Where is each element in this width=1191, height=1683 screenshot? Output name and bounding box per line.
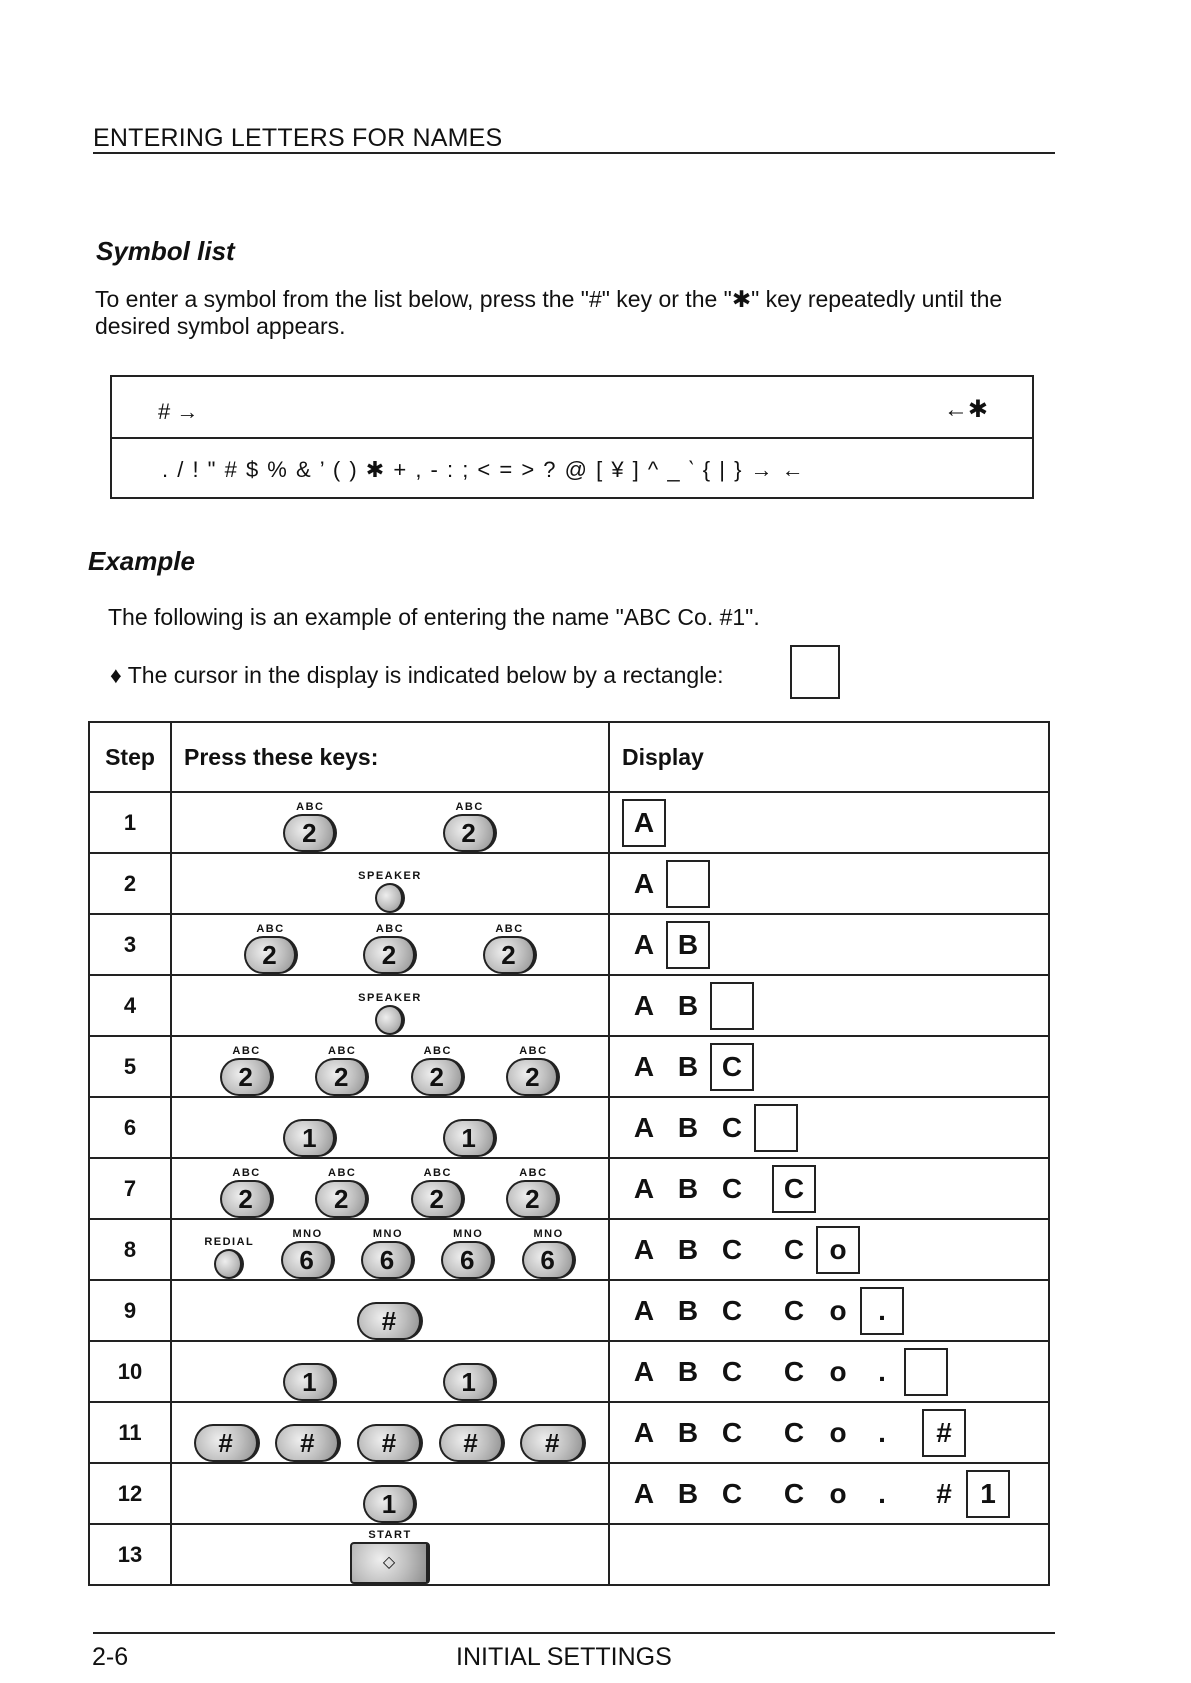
- step-number: 2: [89, 853, 171, 914]
- footer-title: INITIAL SETTINGS: [456, 1643, 672, 1671]
- symbol-list-box: [110, 375, 1034, 499]
- step-number: 11: [89, 1402, 171, 1463]
- display-cell: [609, 914, 1049, 975]
- display-cell: [609, 1280, 1049, 1341]
- key-label: ABC: [328, 1167, 357, 1179]
- keypad-key-illustration: [439, 1411, 505, 1462]
- hash-key-direction: # →: [158, 399, 199, 424]
- table-row: [89, 1463, 1049, 1524]
- keys-cell: [171, 1524, 609, 1585]
- keys-cell: [171, 914, 609, 975]
- keys-cell: [171, 1158, 609, 1219]
- display-char: A: [633, 1172, 655, 1204]
- display-char: A: [633, 989, 655, 1021]
- display-cursor: 1: [966, 1470, 1010, 1518]
- keypad-key-illustration: [220, 1167, 274, 1218]
- display-char: C: [783, 1233, 805, 1265]
- keypad-key-illustration: [363, 1472, 417, 1523]
- display-cursor: C: [710, 1043, 754, 1091]
- step-number: 12: [89, 1463, 171, 1524]
- step-number: 5: [89, 1036, 171, 1097]
- key-label: ABC: [495, 923, 524, 935]
- display-char: B: [677, 1294, 699, 1326]
- display-cell: [609, 1402, 1049, 1463]
- key-face: 6: [522, 1241, 576, 1279]
- display-char: B: [677, 1477, 699, 1509]
- display-cursor: .: [860, 1287, 904, 1335]
- key-label: REDIAL: [204, 1236, 255, 1248]
- step-number: 1: [89, 792, 171, 853]
- key-label: ABC: [296, 801, 325, 813]
- key-label: SPEAKER: [358, 870, 422, 882]
- keypad-key-illustration: [520, 1411, 586, 1462]
- key-label: MNO: [292, 1228, 323, 1240]
- display-cell: [609, 1036, 1049, 1097]
- key-face: 2: [220, 1180, 274, 1218]
- table-row: [89, 1158, 1049, 1219]
- key-label: MNO: [372, 1228, 404, 1240]
- display-cursor: B: [666, 921, 710, 969]
- table-row: [89, 1524, 1049, 1585]
- display-cursor: C: [772, 1165, 816, 1213]
- display-char: C: [721, 1477, 743, 1509]
- table-row: [89, 1402, 1049, 1463]
- keypad-key-illustration: [411, 1167, 465, 1218]
- display-char: A: [633, 1294, 655, 1326]
- key-face: #: [357, 1302, 423, 1340]
- display-char: o: [829, 1355, 847, 1387]
- key-label: START: [368, 1529, 412, 1541]
- display-char: C: [721, 1172, 743, 1204]
- display-char: o: [829, 1477, 847, 1509]
- display-char: #: [936, 1477, 952, 1509]
- keypad-key-illustration: [357, 1289, 423, 1340]
- keys-cell: [171, 975, 609, 1036]
- keys-cell: [171, 1402, 609, 1463]
- key-face: 2: [411, 1058, 465, 1096]
- display-cell: [609, 1341, 1049, 1402]
- key-face: #: [194, 1424, 260, 1462]
- step-number: 3: [89, 914, 171, 975]
- key-label: ABC: [375, 923, 405, 935]
- step-number: 9: [89, 1280, 171, 1341]
- display-char: o: [829, 1416, 847, 1448]
- key-label: MNO: [453, 1228, 484, 1240]
- display-char: B: [677, 1172, 699, 1204]
- keys-cell: [171, 1463, 609, 1524]
- example-heading: Example: [88, 546, 195, 576]
- display-cell: [609, 1219, 1049, 1280]
- key-face: 1: [283, 1363, 337, 1401]
- display-cursor: [754, 1104, 798, 1152]
- display-char: C: [783, 1477, 805, 1509]
- symbol-list-intro: To enter a symbol from the list below, press the "#" key or the "✱" key repeatedly until the desired symbol appears.: [95, 286, 1003, 339]
- display-char: A: [633, 1355, 655, 1387]
- footer-rule: [93, 1632, 1055, 1634]
- key-label: ABC: [328, 1045, 357, 1057]
- display-char: C: [783, 1416, 805, 1448]
- key-face: 1: [443, 1363, 497, 1401]
- display-char: B: [677, 1416, 699, 1448]
- display-cursor: [666, 860, 710, 908]
- start-key-icon: ◇: [350, 1542, 430, 1584]
- symbol-direction-row: [112, 377, 1032, 439]
- key-face: 2: [315, 1058, 369, 1096]
- display-char: o: [829, 1294, 847, 1326]
- key-face: 2: [363, 936, 417, 974]
- round-key-icon: [214, 1249, 244, 1279]
- key-face: 6: [441, 1241, 495, 1279]
- page-number: 2-6: [92, 1643, 129, 1671]
- key-face: #: [439, 1424, 505, 1462]
- keypad-key-illustration: [357, 1411, 423, 1462]
- key-face: #: [357, 1424, 423, 1462]
- display-char: A: [633, 1416, 655, 1448]
- key-face: 2: [220, 1058, 274, 1096]
- key-face: 2: [483, 936, 537, 974]
- key-face: 2: [411, 1180, 465, 1218]
- step-number: 10: [89, 1341, 171, 1402]
- keypad-key-illustration: [220, 1045, 274, 1096]
- display-char: .: [878, 1355, 886, 1387]
- keypad-key-illustration: [443, 1106, 497, 1157]
- cursor-note-text: The cursor in the display is indicated below by a rectangle:: [127, 662, 724, 688]
- keypad-key-illustration: [281, 1228, 335, 1279]
- keypad-key-illustration: [483, 923, 537, 974]
- step-number: 4: [89, 975, 171, 1036]
- keypad-key-illustration: [204, 1236, 254, 1279]
- cursor-note: [110, 662, 724, 689]
- step-number: 13: [89, 1524, 171, 1585]
- display-cell: [609, 1524, 1049, 1585]
- display-char: A: [633, 1111, 655, 1143]
- display-cursor: o: [816, 1226, 860, 1274]
- table-row: [89, 792, 1049, 853]
- display-char: A: [633, 928, 655, 960]
- key-face: #: [275, 1424, 341, 1462]
- display-char: C: [783, 1355, 805, 1387]
- keypad-key-illustration: [283, 1350, 337, 1401]
- keypad-key-illustration: [358, 870, 422, 913]
- cursor-rectangle-sample: [790, 645, 840, 699]
- display-char: A: [633, 1477, 655, 1509]
- display-char: B: [677, 1050, 699, 1082]
- keypad-key-illustration: [194, 1411, 260, 1462]
- key-face: 1: [283, 1119, 337, 1157]
- display-cursor: [710, 982, 754, 1030]
- display-cell: [609, 1158, 1049, 1219]
- keypad-key-illustration: [411, 1045, 465, 1096]
- table-body: [89, 792, 1049, 1585]
- display-char: B: [677, 1233, 699, 1265]
- key-face: 2: [506, 1180, 560, 1218]
- key-label: ABC: [519, 1045, 548, 1057]
- key-label: ABC: [232, 1045, 261, 1057]
- key-face: 1: [443, 1119, 497, 1157]
- step-number: 7: [89, 1158, 171, 1219]
- key-label: ABC: [256, 923, 285, 935]
- display-char: C: [721, 1355, 743, 1387]
- display-char: C: [721, 1294, 743, 1326]
- key-label: SPEAKER: [358, 992, 422, 1004]
- keys-cell: [171, 1219, 609, 1280]
- example-intro: The following is an example of entering the name "ABC Co. #1".: [108, 604, 760, 630]
- keys-cell: [171, 1341, 609, 1402]
- keypad-key-illustration: [315, 1167, 369, 1218]
- display-char: A: [633, 1050, 655, 1082]
- display-cell: [609, 1463, 1049, 1524]
- keys-cell: [171, 792, 609, 853]
- keypad-key-illustration: [315, 1045, 369, 1096]
- display-cell: [609, 792, 1049, 853]
- display-char: B: [677, 989, 699, 1021]
- display-char: C: [783, 1294, 805, 1326]
- table-row: [89, 1097, 1049, 1158]
- display-char: B: [677, 1111, 699, 1143]
- key-face: #: [520, 1424, 586, 1462]
- table-row: [89, 853, 1049, 914]
- keypad-key-illustration: [350, 1529, 430, 1584]
- display-char: B: [677, 1355, 699, 1387]
- key-face: 6: [281, 1241, 335, 1279]
- table-row: [89, 1219, 1049, 1280]
- display-char: .: [878, 1477, 886, 1509]
- symbol-sequence: . / ! " # $ % & ’ ( ) ✱ + , - : ; < = > ? @ [ ¥ ] ^ _ ‵ { | } → ←: [162, 457, 806, 482]
- display-char: .: [878, 1416, 886, 1448]
- table-header-row: [89, 722, 1049, 792]
- keypad-key-illustration: [283, 1106, 337, 1157]
- keys-cell: [171, 1280, 609, 1341]
- keys-cell: [171, 853, 609, 914]
- display-cell: [609, 1097, 1049, 1158]
- key-face: 2: [283, 814, 337, 852]
- key-face: 2: [506, 1058, 560, 1096]
- keys-cell: [171, 1097, 609, 1158]
- key-face: 2: [244, 936, 298, 974]
- keypad-key-illustration: [441, 1228, 495, 1279]
- keypad-key-illustration: [363, 923, 417, 974]
- keypad-key-illustration: [244, 923, 298, 974]
- keypad-key-illustration: [443, 801, 497, 852]
- table-row: [89, 914, 1049, 975]
- keypad-key-illustration: [361, 1228, 415, 1279]
- key-label: ABC: [423, 1045, 452, 1057]
- display-char: C: [721, 1416, 743, 1448]
- keypad-key-illustration: [506, 1045, 560, 1096]
- key-label: ABC: [455, 801, 484, 813]
- display-cell: [609, 853, 1049, 914]
- key-label: MNO: [533, 1228, 564, 1240]
- keypad-key-illustration: [443, 1350, 497, 1401]
- display-cursor: #: [922, 1409, 966, 1457]
- key-face: 2: [315, 1180, 369, 1218]
- keypad-key-illustration: [275, 1411, 341, 1462]
- step-number: 6: [89, 1097, 171, 1158]
- page-header-title: ENTERING LETTERS FOR NAMES: [93, 124, 503, 152]
- key-label: ABC: [232, 1167, 261, 1179]
- display-char: A: [633, 1233, 655, 1265]
- keypad-key-illustration: [522, 1228, 576, 1279]
- display-cell: [609, 975, 1049, 1036]
- display-cursor: [904, 1348, 948, 1396]
- star-key-direction: ←✱: [943, 396, 988, 423]
- key-face: 2: [443, 814, 497, 852]
- header-rule: [93, 152, 1055, 154]
- display-char: A: [633, 867, 655, 899]
- table-row: [89, 1036, 1049, 1097]
- bullet-icon: ♦: [110, 662, 122, 688]
- keys-cell: [171, 1036, 609, 1097]
- display-char: C: [721, 1111, 743, 1143]
- display-cursor: A: [622, 799, 666, 847]
- round-key-icon: [375, 1005, 405, 1035]
- table-row: [89, 1280, 1049, 1341]
- keypad-key-illustration: [358, 992, 422, 1035]
- key-face: 6: [361, 1241, 415, 1279]
- keypad-key-illustration: [506, 1167, 560, 1218]
- symbol-list-heading: Symbol list: [96, 236, 235, 266]
- key-label: ABC: [423, 1167, 452, 1179]
- header-step: Step: [89, 722, 171, 792]
- header-display: Display: [609, 722, 1049, 792]
- example-steps-table: [88, 721, 1050, 1586]
- table-row: [89, 975, 1049, 1036]
- step-number: 8: [89, 1219, 171, 1280]
- round-key-icon: [375, 883, 405, 913]
- key-label: ABC: [519, 1167, 548, 1179]
- display-char: C: [721, 1233, 743, 1265]
- header-keys: Press these keys:: [171, 722, 609, 792]
- keypad-key-illustration: [283, 801, 337, 852]
- key-face: 1: [363, 1485, 417, 1523]
- table-row: [89, 1341, 1049, 1402]
